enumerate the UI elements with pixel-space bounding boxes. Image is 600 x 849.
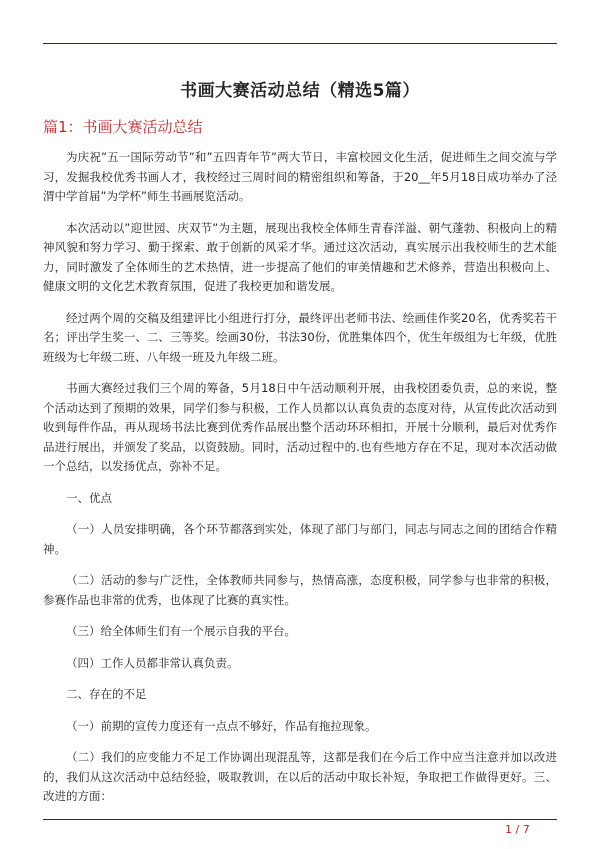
paragraph: （一）前期的宣传力度还有一点点不够好，作品有拖拉现象。 xyxy=(66,718,377,733)
page-number: 1 / 7 xyxy=(505,823,530,836)
paragraph: （四）工作人员都非常认真负责。 xyxy=(66,655,239,670)
paragraph: 经过两个周的交稿及组建评比小组进行打分，最终评出老师书法、绘画佳作奖20名，优秀奖若干名；评出学生奖一、二、三等奖。绘画30份，书法30份，优胜集体四个，优生年级组为七年级，优胜班级为七年级二班、八年级一班及九年级二班。 xyxy=(43,310,557,364)
subheading-shortcomings: 二、存在的不足 xyxy=(66,687,147,701)
paragraph: 为庆祝”五一国际劳动节”和”五四青年节”两大节日，丰富校园文化生活，促进师生之间交流与学习，发掘我校优秀书画人才，我校经过三周时间的精密组织和筹备，于20__年5月18日成功举办了泾渭中学首届”为学杯”师生书画展览活动。 xyxy=(43,150,557,203)
subheading-strengths: 一、优点 xyxy=(66,490,112,505)
header-rule xyxy=(43,43,557,44)
section-heading: 篇1：书画大赛活动总结 xyxy=(43,118,203,136)
document-body xyxy=(43,148,557,819)
paragraph: （一）人员安排明确，各个环节都落到实处，体现了部门与部门，同志与同志之间的团结合作精神。 xyxy=(43,522,557,556)
paragraph: （二）活动的参与广泛性，全体教师共同参与，热情高涨，态度积极，同学参与也非常的积极，参赛作品也非常的优秀，也体现了比赛的真实性。 xyxy=(43,573,557,607)
paragraph: （二）我们的应变能力不足工作协调出现混乱等，这都是我们在今后工作中应当注意并加以改进的，我们从这次活动中总结经验，吸取教训，在以后的活动中取长补短，争取把工作做得更好。三、改进的方面： xyxy=(43,750,557,803)
document-title: 书画大赛活动总结（精选5篇） xyxy=(180,81,420,101)
footer-rule xyxy=(43,819,557,820)
paragraph: 本次活动以”迎世园、庆双节”为主题，展现出我校全体师生青春洋溢、朝气蓬勃、积极向上的精神风貌和努力学习、勤于探索、敢于创新的风采才华。通过这次活动，真实展示出我校师生的艺术能力，同时激发了全体师生的艺术热情，进一步提高了他们的审美情趣和艺术修养，营造出积极向上、健康文明的文化艺术教育氛围，促进了我校更加和谐发展。 xyxy=(43,220,557,293)
paragraph: 书画大赛经过我们三个周的筹备，5月18日中午活动顺利开展，由我校团委负责，总的来说，整个活动达到了预期的效果，同学们参与积极，工作人员都以认真负责的态度对待，从宣传此次活动到收到每件作品，再从现场书法比赛到优秀作品展出整个活动环环相扣，开展十分顺利，最后对优秀作品进行展出，并颁发了奖品，以资鼓励。同时，活动过程中的.也有些地方存在不足，现对本次活动做一个总结，以发扬优点，弥补不足。 xyxy=(43,381,557,473)
paragraph: （三）给全体师生们有一个展示自我的平台。 xyxy=(66,624,296,638)
